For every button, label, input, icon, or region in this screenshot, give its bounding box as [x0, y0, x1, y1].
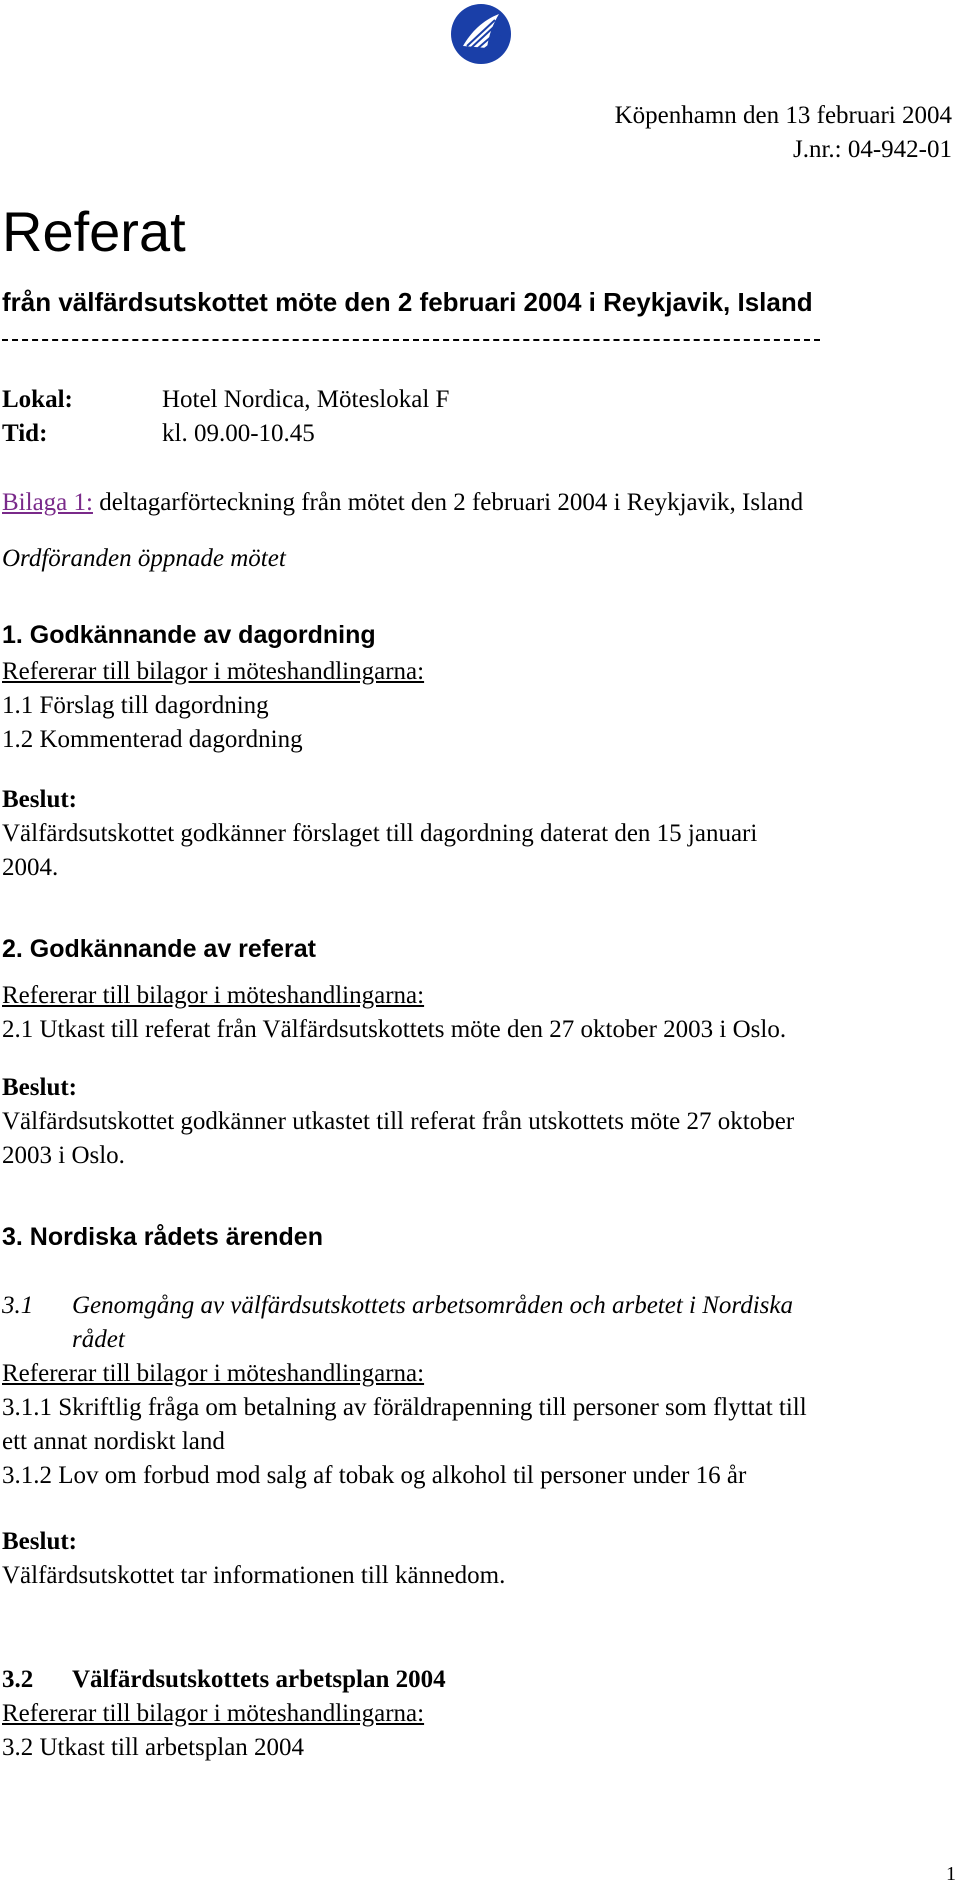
opening-line: Ordföranden öppnade mötet — [2, 545, 286, 572]
location-label: Lokal: — [2, 386, 73, 413]
section-3-1-number: 3.1 — [2, 1292, 34, 1319]
section-3-heading: 3. Nordiska rådets ärenden — [2, 1223, 323, 1251]
section-1-item-2: 1.2 Kommenterad dagordning — [2, 726, 303, 753]
section-1-decision-line-1: Välfärdsutskottet godkänner förslaget till dagordning daterat den 15 januari — [2, 820, 758, 847]
section-1-item-1: 1.1 Förslag till dagordning — [2, 692, 269, 719]
attachment-text: deltagarförteckning från mötet den 2 februari 2004 i Reykjavik, Island — [99, 489, 804, 516]
section-2-refers: Refererar till bilagor i möteshandlingarna: — [2, 982, 425, 1009]
nordic-swan-logo-icon — [449, 2, 513, 66]
section-3-1-title-line-2: rådet — [72, 1326, 125, 1353]
document-title: Referat — [2, 200, 186, 263]
section-2-decision-label: Beslut: — [2, 1074, 77, 1101]
section-2-item-1: 2.1 Utkast till referat från Välfärdsutskottets möte den 27 oktober 2003 i Oslo. — [2, 1016, 787, 1043]
section-3-1-decision-label: Beslut: — [2, 1528, 77, 1555]
attachment-link[interactable]: Bilaga 1: — [2, 489, 93, 516]
section-1-decision-label: Beslut: — [2, 786, 77, 813]
section-3-1-title-line-1: Genomgång av välfärdsutskottets arbetsområden och arbetet i Nordiska — [72, 1292, 793, 1319]
journal-number: 04-942-01 — [847, 136, 952, 163]
section-3-1-item-2: 3.1.2 Lov om forbud mod salg af tobak og alkohol til personer under 16 år — [2, 1462, 747, 1489]
section-2-heading: 2. Godkännande av referat — [2, 935, 317, 963]
section-1-decision-line-2: 2004. — [2, 854, 59, 881]
attachment-line — [2, 489, 803, 517]
section-1-heading: 1. Godkännande av dagordning — [2, 621, 376, 649]
time-value: kl. 09.00-10.45 — [162, 420, 315, 447]
dashed-divider — [2, 339, 820, 341]
section-3-2-item-1: 3.2 Utkast till arbetsplan 2004 — [2, 1734, 305, 1761]
section-3-2-refers: Refererar till bilagor i möteshandlingarna: — [2, 1700, 425, 1727]
section-3-1-item-1-cont: ett annat nordiskt land — [2, 1428, 225, 1455]
date-line: Köpenhamn den 13 februari 2004 — [614, 102, 952, 129]
location-value: Hotel Nordica, Möteslokal F — [162, 386, 450, 413]
time-label: Tid: — [2, 420, 48, 447]
section-3-1-decision-line-1: Välfärdsutskottet tar informationen till kännedom. — [2, 1562, 506, 1589]
section-2-decision-line-2: 2003 i Oslo. — [2, 1142, 125, 1169]
section-3-1-refers: Refererar till bilagor i möteshandlingarna: — [2, 1360, 425, 1387]
section-3-2-number: 3.2 — [2, 1666, 34, 1693]
section-3-2-title: Välfärdsutskottets arbetsplan 2004 — [72, 1666, 446, 1693]
journal-label: J.nr.: — [792, 136, 842, 163]
journal-number-line — [793, 136, 952, 164]
section-1-refers: Refererar till bilagor i möteshandlingarna: — [2, 658, 425, 685]
page-number: 1 — [946, 1863, 956, 1885]
section-3-1-item-1: 3.1.1 Skriftlig fråga om betalning av föräldrapenning till personer som flyttat till — [2, 1394, 807, 1421]
section-2-decision-line-1: Välfärdsutskottet godkänner utkastet till referat från utskottets möte 27 oktober — [2, 1108, 795, 1135]
document-subtitle: från välfärdsutskottet möte den 2 februari 2004 i Reykjavik, Island — [2, 287, 813, 317]
